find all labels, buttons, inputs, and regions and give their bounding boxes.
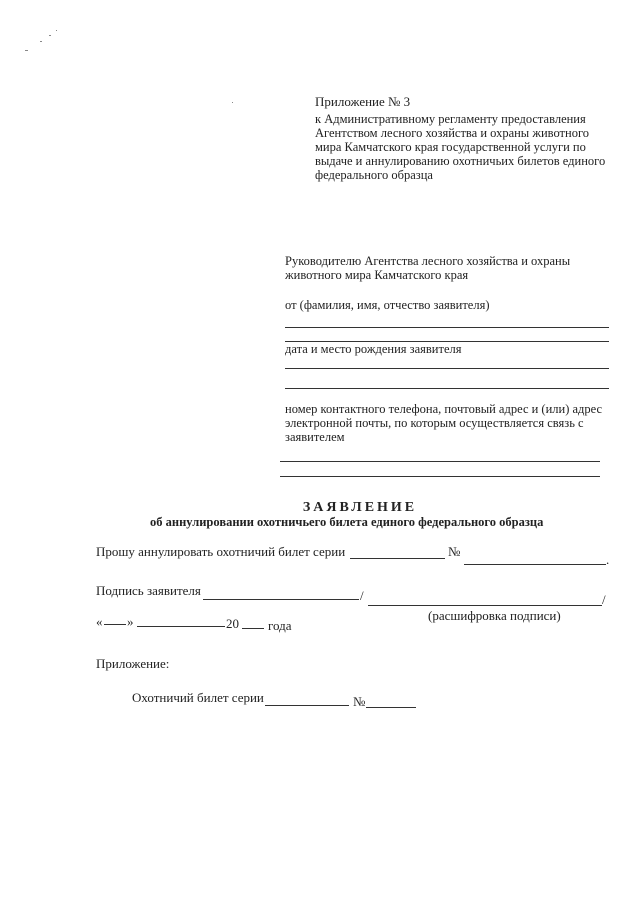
applicant-name-field[interactable]: [285, 327, 609, 328]
year-field[interactable]: [242, 628, 264, 629]
number-sign: №: [353, 694, 366, 709]
appendix-description: [315, 112, 615, 182]
appendix-line: мира Камчатского края государственной услуги по: [315, 140, 586, 154]
contact-label-line: заявителем: [285, 430, 345, 444]
birth-label: дата и место рождения заявителя: [285, 342, 462, 356]
contact-field[interactable]: [280, 461, 600, 462]
document-subtitle: об аннулировании охотничьего билета единого федерального образца: [150, 515, 544, 529]
addressee-line: Руководителю Агентства лесного хозяйства и охраны: [285, 254, 571, 268]
attachment-item: Охотничий билет серии: [132, 690, 264, 705]
year-suffix: года: [268, 618, 292, 633]
signature-field[interactable]: [203, 599, 359, 600]
appendix-line: к Административному регламенту предоставления: [315, 112, 586, 126]
decipher-label: (расшифровка подписи): [428, 608, 561, 623]
scan-speck: [56, 30, 57, 31]
attachment-label: Приложение:: [96, 656, 170, 671]
year-prefix: 20: [226, 616, 239, 631]
appendix-line: выдаче и аннулированию охотничьих билетов единого: [315, 154, 606, 168]
contact-label-line: электронной почты, по которым осуществляется связь с: [285, 416, 584, 430]
appendix-line: федерального образца: [315, 168, 433, 182]
scan-speck: [232, 102, 233, 103]
scan-speck: [25, 50, 28, 51]
document-title: ЗАЯВЛЕНИЕ: [302, 500, 418, 515]
scan-speck: [49, 35, 51, 36]
signature-separator: /: [602, 592, 606, 607]
birth-field-2[interactable]: [285, 388, 609, 389]
request-text: Прошу аннулировать охотничий билет серии: [96, 544, 346, 559]
day-field[interactable]: [104, 624, 126, 625]
series-field[interactable]: [350, 558, 445, 559]
appendix-line: Агентством лесного хозяйства и охраны животного: [315, 126, 590, 140]
contact-field-2[interactable]: [280, 476, 600, 477]
contact-label-line: номер контактного телефона, почтовый адрес и (или) адрес: [285, 402, 603, 416]
scan-speck: [40, 41, 42, 42]
date-close-quote: »: [127, 614, 134, 629]
month-field[interactable]: [137, 626, 225, 627]
from-label: от (фамилия, имя, отчество заявителя): [285, 298, 490, 312]
attachment-number-field[interactable]: [366, 707, 416, 708]
signature-separator: /: [360, 588, 364, 603]
contact-label: [285, 402, 615, 444]
birth-field[interactable]: [285, 368, 609, 369]
signature-decipher-field[interactable]: [368, 605, 602, 606]
addressee-block: [285, 254, 605, 282]
date-open-quote: «: [96, 614, 103, 629]
ticket-number-field[interactable]: [464, 564, 606, 565]
request-end-mark: .: [606, 552, 610, 567]
appendix-number: Приложение № 3: [315, 94, 411, 109]
signature-label: Подпись заявителя: [96, 583, 201, 598]
addressee-line: животного мира Камчатского края: [285, 268, 469, 282]
number-sign: №: [448, 544, 461, 559]
attachment-series-field[interactable]: [265, 705, 349, 706]
